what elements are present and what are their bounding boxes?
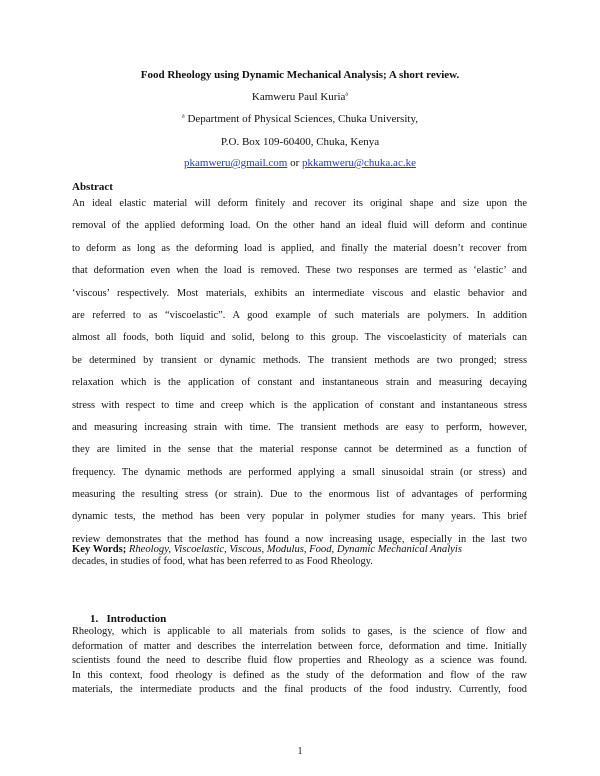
email-link-gmail[interactable]: pkamweru@gmail.com [184,157,288,169]
intro-line: Rheology, which is applicable to all materials from solids to gases, is the science of flow and [72,626,527,637]
paper-title: Food Rheology using Dynamic Mechanical Analysis; A short review. [140,69,460,81]
intro-line: scientists found the need to describe fluid flow properties and Rheology as a science was found. [72,655,527,667]
abstract-line: and measuring increasing strain with time. The transient methods are easy to perform, however, [72,421,527,433]
page-number: 1 [297,746,303,757]
abstract-line: removal of the applied deforming load. On the other hand an ideal fluid will deform and continue [72,220,527,232]
abstract-line: stress with respect to time and creep which is the application of constant and instantaneous stress [72,399,527,411]
abstract-line: review demonstrates that the method has found a now increasing usage, especially in the last two [72,533,527,545]
email-line [0,156,600,170]
keywords-text: Rheology, Viscoelastic, Viscous, Modulus, Food, Dynamic Mechanical Analyis [126,544,462,555]
abstract-body [72,193,527,574]
abstract-line: are referred to as “viscoelastic”. A good example of such materials are polymers. In addition [72,309,527,321]
abstract-line: dynamic tests, the method has been very popular in polymer studies for many years. This brief [72,511,527,523]
abstract-line: almost all foods, both liquid and solid, belong to this group. The viscoelasticity of materials can [72,332,527,344]
intro-line: deformation of matter and describes the interrelation between force, deformation and time. Initially [72,640,527,652]
affiliation-text: Department of Physical Sciences, Chuka University, [184,113,418,125]
abstract-heading: Abstract [72,181,113,193]
abstract-line: An ideal elastic material will deform finitely and recover its original shape and size upon the [72,198,527,209]
abstract-line: measuring the resulting stress (or strain). Due to the enormous list of advantages of performing [72,489,527,501]
address-line: P.O. Box 109-60400, Chuka, Kenya [220,136,380,148]
intro-line: In this context, food rheology is defined as the study of the deformation and flow of the raw [72,669,527,681]
intro-line: materials, the intermediate products and the final products of the food industry. Currently, food [72,684,527,696]
introduction-heading: 1. Introduction [90,613,167,625]
author-line [0,90,600,104]
email-separator: or [287,157,302,169]
author-name: Kamweru Paul Kuria [251,91,346,103]
affiliation-mark: a [182,113,185,120]
abstract-line: that deformation even when the load is removed. These two responses are termed as ‘elastic’ and [72,265,527,277]
keywords-line [72,543,462,557]
abstract-line: decades, in studies of food, what has been referred to as Food Rheology. [72,556,373,568]
abstract-line: they are limited in the sense that the material response cannot be determined as a function of [72,444,527,456]
abstract-line: be determined by transient or dynamic methods. The transient methods are two pronged; stress [72,354,527,366]
abstract-line: frequency. The dynamic methods are performed applying a small sinusoidal strain (or stress) and [72,466,527,478]
abstract-line: to deform as long as the deforming load is applied, and finally the material doesn’t recover from [72,242,527,254]
abstract-line: ‘viscous’ respectively. Most materials, exhibits an intermediate viscous and elastic behavior and [72,287,527,299]
abstract-line: relaxation which is the application of constant and instantaneous strain and measuring decaying [72,377,527,389]
author-affil-mark: a [345,91,349,98]
introduction-body [72,625,527,698]
affiliation-line [0,112,600,126]
keywords-label: Key Words; [72,544,127,555]
email-link-chuka[interactable]: pkkamweru@chuka.ac.ke [301,157,416,169]
